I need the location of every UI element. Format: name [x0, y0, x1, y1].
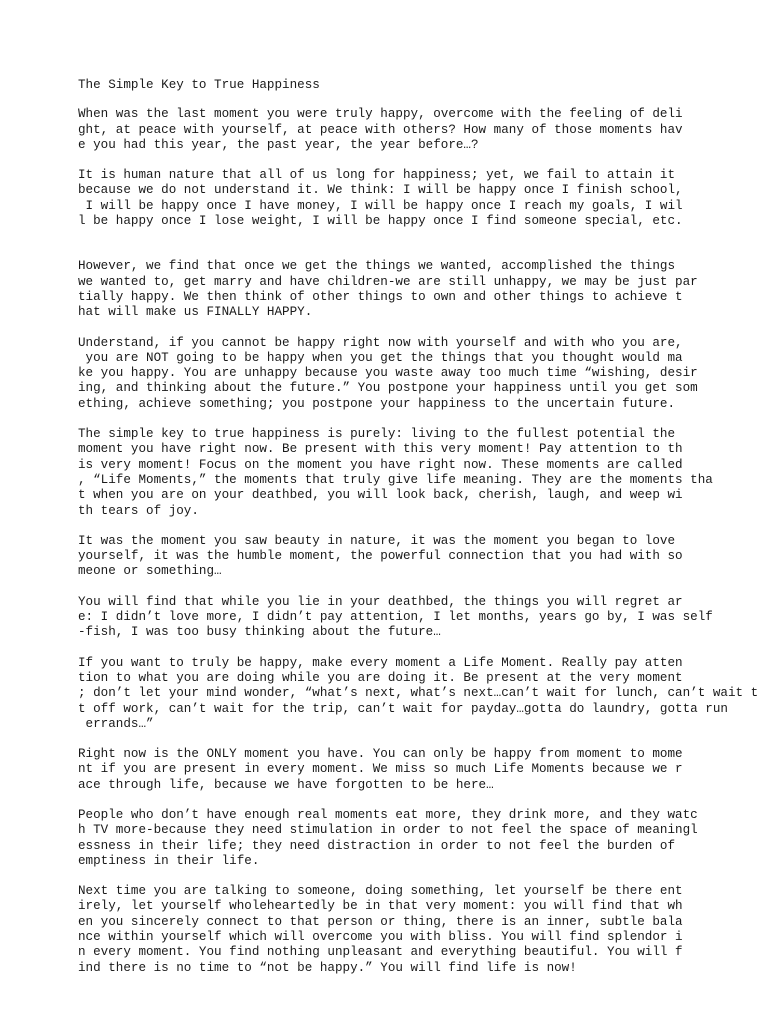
- paragraph: [78, 336, 768, 412]
- paragraph-line: t when you are on your deathbed, you will look back, cherish, laugh, and weep wi: [78, 488, 683, 503]
- paragraph-line: because we do not understand it. We think: I will be happy once I finish school,: [78, 183, 683, 198]
- paragraph-line: irely, let yourself wholeheartedly be in that very moment: you will find that wh: [78, 899, 683, 914]
- paragraph: [78, 595, 768, 641]
- paragraph-line: People who don’t have enough real moments eat more, they drink more, and they watc: [78, 807, 698, 822]
- paragraph-line: It is human nature that all of us long for happiness; yet, we fail to attain it: [78, 168, 676, 183]
- paragraph: [78, 168, 768, 229]
- paragraph-line: It was the moment you saw beauty in nature, it was the moment you began to love: [78, 533, 676, 548]
- paragraph: [78, 808, 768, 869]
- paragraph-line: th tears of joy.: [78, 503, 199, 518]
- paragraph-line: ght, at peace with yourself, at peace with others? How many of those moments hav: [78, 122, 683, 137]
- paragraph-line: e: I didn’t love more, I didn’t pay attention, I let months, years go by, I was self: [78, 610, 713, 625]
- paragraph: [78, 747, 768, 793]
- paragraph-line: emptiness in their life.: [78, 853, 260, 868]
- paragraph-line: nt if you are present in every moment. We miss so much Life Moments because we r: [78, 762, 683, 777]
- paragraph-line: If you want to truly be happy, make every moment a Life Moment. Really pay atten: [78, 655, 683, 670]
- paragraph-line: tion to what you are doing while you are doing it. Be present at the very moment: [78, 670, 683, 685]
- paragraph-line: t off work, can’t wait for the trip, can’t wait for payday…gotta do laundry, gotta run: [78, 701, 728, 716]
- paragraph-line: moment you have right now. Be present with this very moment! Pay attention to th: [78, 442, 683, 457]
- paragraph-line: However, we find that once we get the things we wanted, accomplished the things: [78, 259, 676, 274]
- paragraph-line: is very moment! Focus on the moment you have right now. These moments are called: [78, 457, 683, 472]
- paragraph-line: ething, achieve something; you postpone your happiness to the uncertain future.: [78, 396, 676, 411]
- paragraph-line: Right now is the ONLY moment you have. You can only be happy from moment to mome: [78, 747, 683, 762]
- paragraph-line: e you had this year, the past year, the year before…?: [78, 137, 479, 152]
- paragraph-line: tially happy. We then think of other things to own and other things to achieve t: [78, 289, 683, 304]
- document-body: [78, 78, 768, 991]
- document-title: The Simple Key to True Happiness: [78, 78, 320, 92]
- paragraph: [78, 259, 768, 320]
- paragraph-line: , “Life Moments,” the moments that truly give life meaning. They are the moments tha: [78, 472, 713, 487]
- paragraph-line: ke you happy. You are unhappy because you waste away too much time “wishing, desir: [78, 366, 698, 381]
- paragraph-line: errands…”: [78, 716, 154, 731]
- paragraph-line: en you sincerely connect to that person or thing, there is an inner, subtle bala: [78, 914, 683, 929]
- paragraph: [78, 884, 768, 976]
- paragraph-line: ing, and thinking about the future.” You postpone your happiness until you get som: [78, 381, 698, 396]
- paragraph-line: Understand, if you cannot be happy right now with yourself and with who you are,: [78, 335, 683, 350]
- paragraph-line: n every moment. You find nothing unpleasant and everything beautiful. You will f: [78, 945, 683, 960]
- paragraph-line: hat will make us FINALLY HAPPY.: [78, 305, 313, 320]
- paragraph-line: you are NOT going to be happy when you get the things that you thought would ma: [78, 350, 683, 365]
- paragraph-line: The simple key to true happiness is purely: living to the fullest potential the: [78, 427, 676, 442]
- paragraph: [78, 427, 768, 519]
- paragraph: [78, 107, 768, 153]
- paragraph-line: yourself, it was the humble moment, the powerful connection that you had with so: [78, 549, 683, 564]
- paragraph-line: l be happy once I lose weight, I will be happy once I find someone special, etc.: [78, 214, 683, 229]
- paragraph-line: Next time you are talking to someone, doing something, let yourself be there ent: [78, 884, 683, 899]
- paragraph-line: -fish, I was too busy thinking about the future…: [78, 625, 441, 640]
- paragraph-line: meone or something…: [78, 564, 222, 579]
- paragraph-line: essness in their life; they need distraction in order to not feel the burden of: [78, 838, 676, 853]
- paragraph-list: [78, 107, 768, 976]
- paragraph-line: ind there is no time to “not be happy.” You will find life is now!: [78, 960, 577, 975]
- paragraph-line: nce within yourself which will overcome you with bliss. You will find splendor i: [78, 930, 683, 945]
- paragraph-line: we wanted to, get marry and have children-we are still unhappy, we may be just par: [78, 274, 698, 289]
- paragraph-line: ; don’t let your mind wonder, “what’s next, what’s next…can’t wait for lunch, can’t wait t: [78, 686, 759, 701]
- paragraph-line: You will find that while you lie in your deathbed, the things you will regret ar: [78, 594, 683, 609]
- paragraph-line: h TV more-because they need stimulation in order to not feel the space of meaningl: [78, 823, 698, 838]
- paragraph-line: I will be happy once I have money, I will be happy once I reach my goals, I wil: [78, 198, 683, 213]
- paragraph-line: When was the last moment you were truly happy, overcome with the feeling of deli: [78, 107, 683, 122]
- paragraph-line: ace through life, because we have forgotten to be here…: [78, 777, 494, 792]
- paragraph: [78, 534, 768, 580]
- paragraph: [78, 656, 768, 732]
